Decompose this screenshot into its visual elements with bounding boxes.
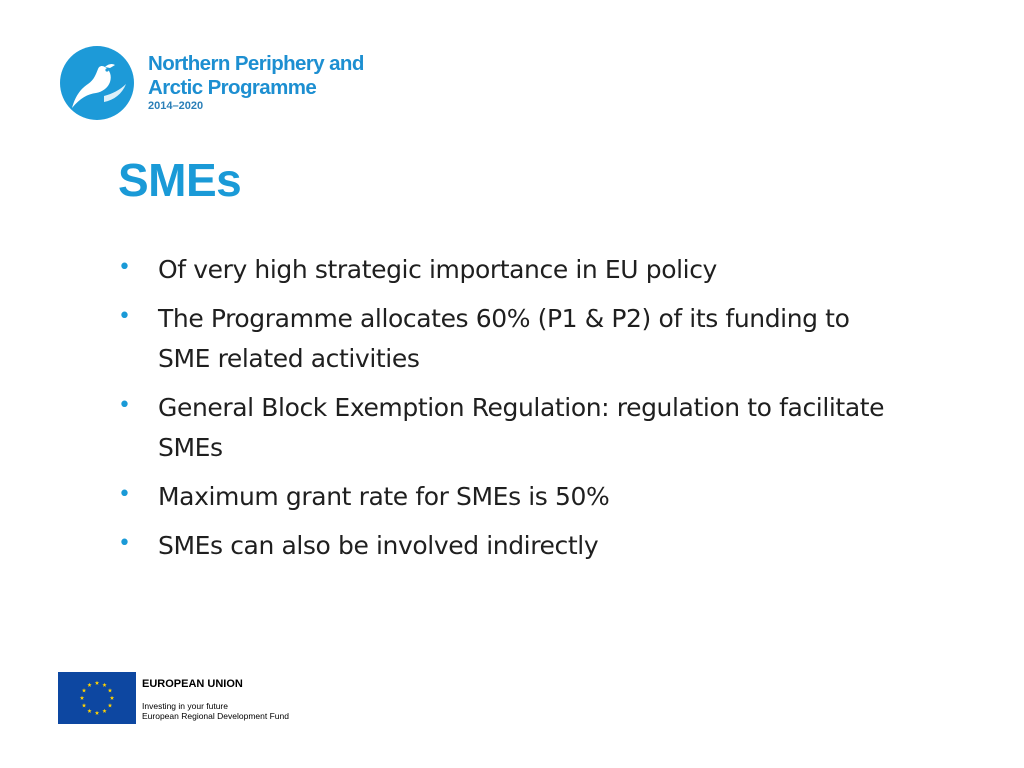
bullet-item: [118, 299, 908, 379]
bullet-text: The Programme allocates 60% (P1 & P2) of its funding to SME related activities: [158, 304, 850, 373]
bullet-dot-icon: •: [118, 531, 131, 556]
eu-logo: [58, 672, 338, 726]
eu-tagline: Investing in your future: [142, 701, 228, 711]
eu-logo-text: [142, 678, 289, 721]
bullet-item: [118, 250, 908, 290]
programme-logo-text: [148, 54, 364, 112]
bullet-item: [118, 526, 908, 566]
bullet-list: [118, 250, 908, 575]
bullet-text: General Block Exemption Regulation: regulation to facilitate SMEs: [158, 393, 885, 462]
programme-logo: [58, 44, 388, 126]
eu-title: EUROPEAN UNION: [142, 678, 243, 690]
logo-line-2: Arctic Programme: [148, 75, 317, 99]
logo-years: 2014–2020: [148, 100, 204, 112]
eu-fund-name: European Regional Development Fund: [142, 711, 289, 721]
bullet-item: [118, 477, 908, 517]
bullet-text: Of very high strategic importance in EU policy: [158, 255, 717, 284]
eu-flag-icon: [58, 672, 136, 724]
dove-logo-icon: [58, 44, 136, 122]
bullet-text: Maximum grant rate for SMEs is 50%: [158, 482, 610, 511]
bullet-dot-icon: •: [118, 304, 131, 329]
bullet-text: SMEs can also be involved indirectly: [158, 531, 599, 560]
bullet-item: [118, 388, 908, 468]
bullet-dot-icon: •: [118, 255, 131, 280]
bullet-dot-icon: •: [118, 482, 131, 507]
bullet-dot-icon: •: [118, 393, 131, 418]
logo-line-1: Northern Periphery and: [148, 52, 364, 75]
slide-title: SMEs: [118, 154, 242, 206]
